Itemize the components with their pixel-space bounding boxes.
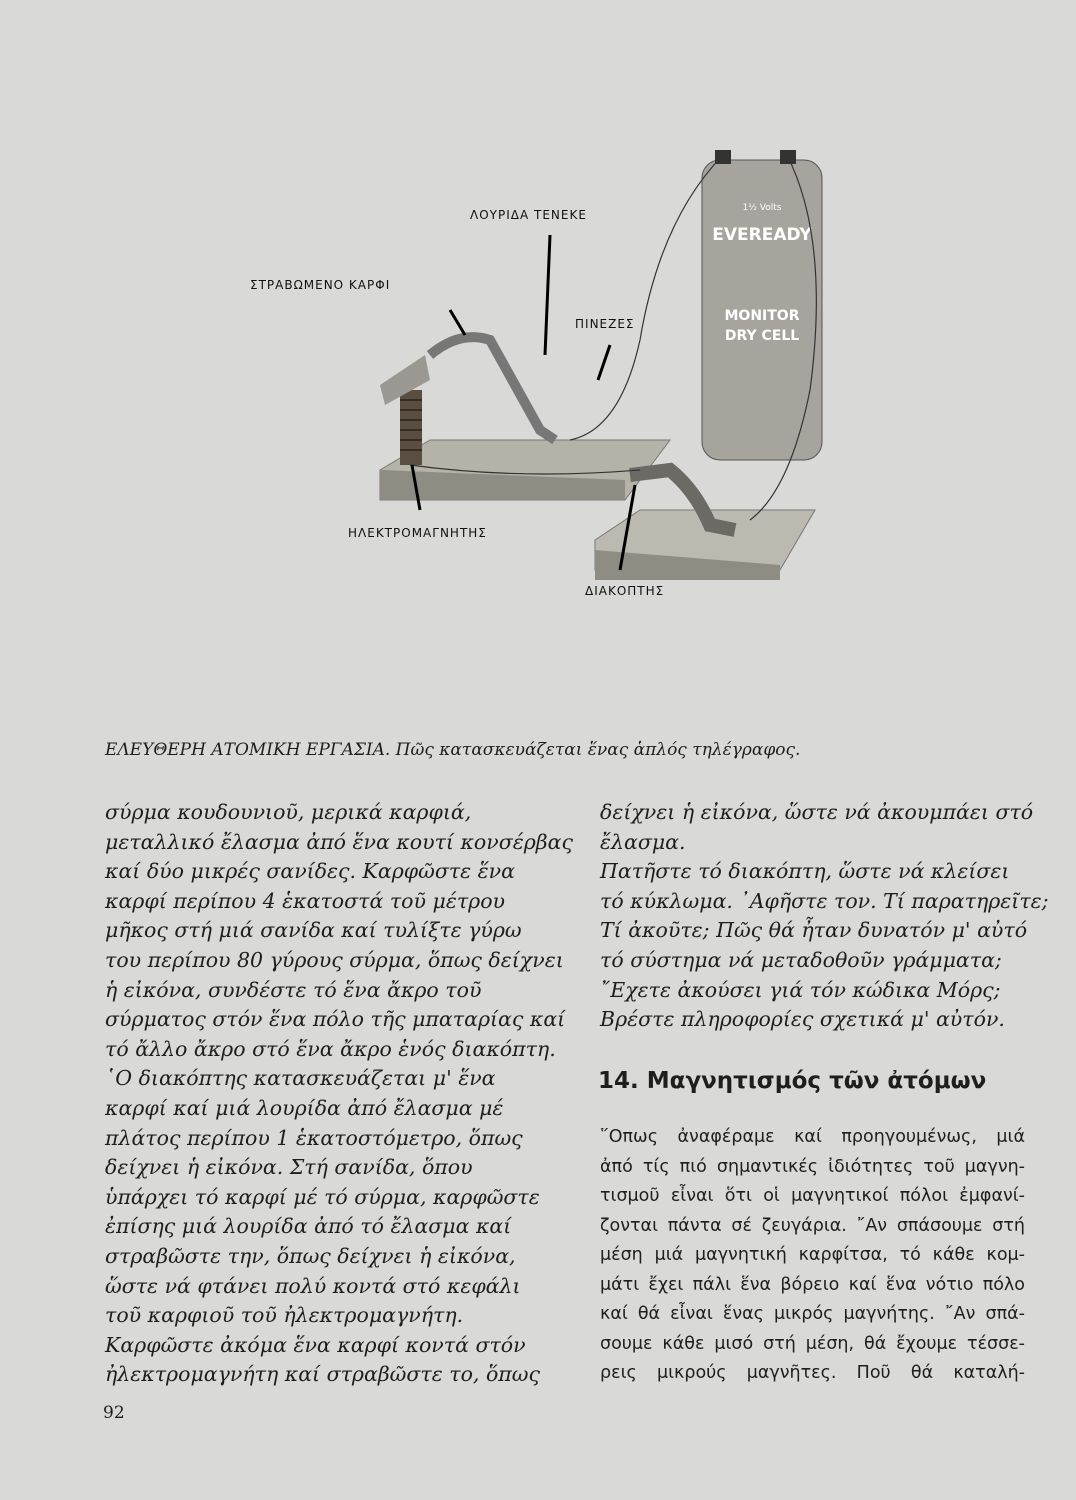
- text-line: ῾Ο διακόπτης κατασκευάζεται μ' ἕνα: [105, 1066, 496, 1091]
- page-number: 92: [103, 1403, 125, 1423]
- text-line: ἡ εἰκόνα, συνδέστε τό ἕνα ἄκρο τοῦ: [105, 977, 482, 1002]
- text-line: ἠλεκτρομαγνήτη καί στραβῶστε το, ὅπως: [105, 1362, 540, 1387]
- text-line: ὥστε νά φτάνει πολύ κοντά στό κεφάλι: [105, 1273, 521, 1298]
- text-line: ἐπίσης μιά λουρίδα ἀπό τό ἔλασμα καί: [105, 1214, 512, 1239]
- text-line: μάτι ἔχει πάλι ἕνα βόρειο καί ἕνα νότιο πόλο: [600, 1274, 1025, 1295]
- text-line: μῆκος στή μιά σανίδα καί τυλίξτε γύρω: [105, 918, 522, 943]
- text-line: πλάτος περίπου 1 ἑκατοστόμετρο, ὅπως: [105, 1125, 523, 1150]
- text-line: στραβῶστε την, ὅπως δείχνει ἡ εἰκόνα,: [105, 1243, 516, 1268]
- svg-text:MONITOR: MONITOR: [724, 308, 800, 324]
- text-line: Τί ἀκοῦτε; Πῶς θά ἦταν δυνατόν μ' αὐτό: [600, 918, 1028, 943]
- label-electromagnet: ΗΛΕΚΤΡΟΜΑΓΝΗΤΗΣ: [348, 526, 487, 540]
- text-line: ῞Οπως ἀναφέραμε καί προηγουμένως, μιά: [600, 1127, 1025, 1147]
- text-line: καί δύο μικρές σανίδες. Καρφῶστε ἕνα: [105, 859, 515, 884]
- text-line: δείχνει ἡ εἰκόνα. Στή σανίδα, ὅπου: [105, 1155, 473, 1180]
- text-line: καρφί περίπου 4 ἑκατοστά τοῦ μέτρου: [105, 888, 506, 913]
- svg-text:DRY CELL: DRY CELL: [724, 328, 800, 344]
- electromagnet-coil: [400, 390, 422, 465]
- text-line: ζονται πάντα σέ ζευγάρια. ῎Αν σπάσουμε στή: [600, 1215, 1025, 1236]
- text-line: σουμε κάθε μισό στή μέση, θά ἔχουμε τέσσε-: [600, 1333, 1025, 1354]
- text-line: καί θά εἶναι ἕνας μικρός μαγνήτης. ῎Αν σπά-: [600, 1304, 1025, 1324]
- text-line: ῎Εχετε ἀκούσει γιά τόν κώδικα Μόρς;: [600, 977, 1001, 1002]
- text-line: τισμοῦ εἶναι ὅτι οἱ μαγνητικοί πόλοι ἐμφανί-: [600, 1186, 1025, 1206]
- text-line: τό σύστημα νά μεταδοθοῦν γράμματα;: [600, 947, 1002, 972]
- text-line: τό ἄλλο ἄκρο στό ἕνα ἄκρο ἑνός διακόπτη.: [105, 1036, 556, 1061]
- text-line: σύρμα κουδουνιοῦ, μερικά καρφιά,: [105, 800, 472, 824]
- text-line: τοῦ καρφιοῦ τοῦ ἠλεκτρομαγνήτη.: [105, 1303, 464, 1328]
- text-line: του περίπου 80 γύρους σύρμα, ὅπως δείχνει: [105, 947, 564, 972]
- label-bent-nail: ΣΤΡΑΒΩΜΕΝΟ ΚΑΡΦΙ: [250, 278, 391, 292]
- right-column: [600, 798, 1049, 1035]
- text-line: ἔλασμα.: [600, 829, 686, 854]
- text-line: δείχνει ἡ εἰκόνα, ὥστε νά ἀκουμπάει στό: [600, 800, 1034, 824]
- text-line: μέση μιά μαγνητική καρφίτσα, τό κάθε κομ-: [600, 1245, 1025, 1265]
- text-line: τό κύκλωμα. ᾿Αφῆστε τον. Τί παρατηρεῖτε;: [600, 888, 1049, 913]
- text-line: μεταλλικό ἔλασμα ἀπό ἕνα κουτί κονσέρβας: [105, 829, 573, 854]
- left-column: [105, 798, 573, 1390]
- telegraph-illustration: [250, 140, 840, 610]
- text-line: ἀπό τίς πιό σημαντικές ἰδιότητες τοῦ μαγνη-: [600, 1156, 1025, 1177]
- text-line: Πατῆστε τό διακόπτη, ὥστε νά κλείσει: [600, 859, 1010, 884]
- label-tin-strip: ΛΟΥΡΙΔΑ ΤΕΝΕΚΕ: [470, 208, 587, 222]
- figure-caption: ΕΛΕΥΘΕΡΗ ΑΤΟΜΙΚΗ ΕΡΓΑΣΙΑ. Πῶς κατασκευάζεται ἕνας ἁπλός τηλέγραφος.: [105, 740, 801, 760]
- text-line: ρεις μικρούς μαγνῆτες. Ποῦ θά καταλή-: [600, 1363, 1025, 1383]
- label-switch: ΔΙΑΚΟΠΤΗΣ: [585, 584, 665, 598]
- text-line: Βρέστε πληροφορίες σχετικά μ' αὐτόν.: [600, 1007, 1005, 1032]
- section-heading: 14. Μαγνητισμός τῶν ἀτόμων: [598, 1068, 987, 1094]
- svg-text:1½ Volts: 1½ Volts: [742, 203, 782, 213]
- text-line: καρφί καί μιά λουρίδα ἀπό ἔλασμα μέ: [105, 1095, 504, 1120]
- text-line: Καρφῶστε ἀκόμα ἕνα καρφί κοντά στόν: [105, 1332, 526, 1357]
- label-pins: ΠΙΝΕΖΕΣ: [575, 317, 635, 331]
- text-line: σύρματος στόν ἕνα πόλο τῆς μπαταρίας καί: [105, 1007, 566, 1032]
- section-paragraph: [600, 1123, 1025, 1389]
- text-line: ὑπάρχει τό καρφί μέ τό σύρμα, καρφῶστε: [105, 1184, 540, 1209]
- svg-text:EVEREADY: EVEREADY: [712, 225, 812, 245]
